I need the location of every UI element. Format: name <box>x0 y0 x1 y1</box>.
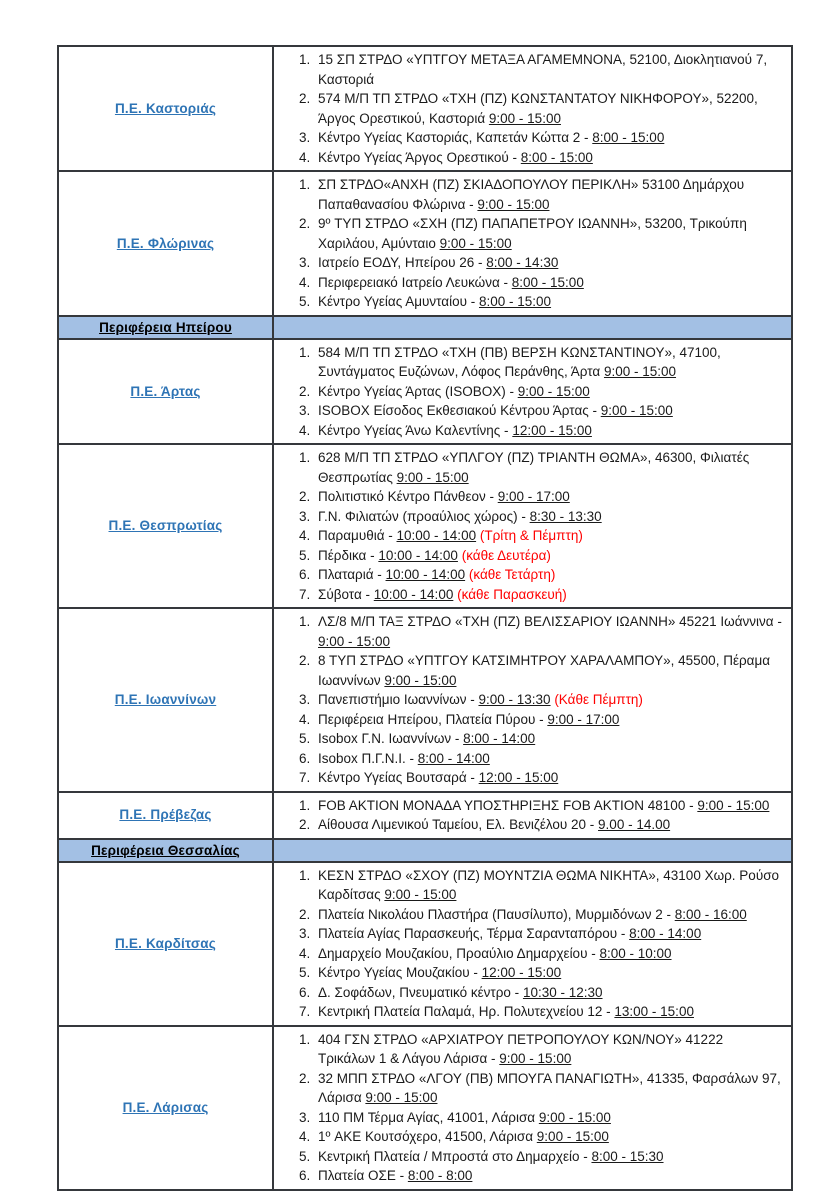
location-text: Κέντρο Υγείας Άργος Ορεστικού - <box>318 149 521 165</box>
location-text: Κέντρο Υγείας Βουτσαρά - <box>318 770 479 785</box>
location-text: 8 ΤΥΠ ΣΤΡΔΟ «ΥΠΤΓΟΥ ΚΑΤΣΙΜΗΤΡΟΥ ΧΑΡΑΛΑΜΠΟΥ», 45500, Πέραμα Ιωαννίνων <box>318 653 771 688</box>
location-item <box>314 612 783 651</box>
section-title: Περιφέρεια Ηπείρου <box>99 319 232 335</box>
location-item <box>314 905 783 925</box>
location-text: 32 ΜΠΠ ΣΤΡΔΟ «ΛΓΟΥ (ΠΒ) ΜΠΟΥΓΑ ΠΑΝΑΓΙΩΤΗ», 41335, Φαρσάλων 97, Λάρισα <box>318 1070 781 1105</box>
time-range: 9:00 - 15:00 <box>600 403 673 418</box>
time-range: 9:00 - 13:30 <box>478 692 551 707</box>
location-item <box>314 729 783 749</box>
time-range: 9:00 - 17:00 <box>497 489 570 504</box>
day-note: (κάθε Δευτέρα) <box>461 547 551 563</box>
region-row <box>58 46 792 171</box>
time-range: 8:00 - 14:00 <box>629 926 702 941</box>
location-text: Κέντρο Υγείας Καστοριάς, Καπετάν Κώττα 2 - <box>318 130 593 145</box>
day-note: (κάθε Τετάρτη) <box>468 567 556 582</box>
time-range: 9:00 - 15:00 <box>384 887 457 902</box>
region-label-cell <box>58 444 273 608</box>
section-row <box>58 316 792 339</box>
location-item <box>314 526 783 546</box>
location-item <box>314 1030 783 1069</box>
location-text: Γ.Ν. Φιλιατών (προαύλιος χώρος) - <box>318 508 530 524</box>
location-text: 15 ΣΠ ΣΤΡΔΟ «ΥΠΤΓΟΥ ΜΕΤΑΞΑ ΑΓΑΜΕΜΝΟΝΑ, 52100, Διοκλητιανού 7, Καστοριά <box>318 52 768 87</box>
section-row <box>58 839 792 862</box>
location-text: Κεντρική Πλατεία Παλαμά, Ηρ. Πολυτεχνείου 12 - <box>318 1004 615 1019</box>
locations-list <box>274 448 783 604</box>
location-item <box>314 546 783 566</box>
location-item <box>314 1002 783 1022</box>
time-range: 8:30 - 13:30 <box>529 508 602 524</box>
region-row <box>58 171 792 316</box>
location-item <box>314 866 783 905</box>
location-item <box>314 487 783 507</box>
time-range: 10:00 - 14:00 <box>385 567 466 582</box>
time-range: 8:00 - 15:00 <box>520 149 593 165</box>
time-range: 9:00 - 15:00 <box>488 110 561 126</box>
day-note: (κάθε Παρασκευή) <box>457 586 567 602</box>
time-range: 8:00 - 15:00 <box>479 294 552 309</box>
location-text: Κέντρο Υγείας Μουζακίου - <box>318 965 482 980</box>
time-range: 9:00 - 15:00 <box>439 235 512 251</box>
location-text: 110 ΠΜ Τέρμα Αγίας, 41001, Λάρισα <box>318 1109 539 1125</box>
time-range: 10:00 - 14:00 <box>373 586 454 602</box>
location-item <box>314 273 783 293</box>
region-label-cell <box>58 792 273 839</box>
time-range: 9:00 - 15:00 <box>318 633 391 649</box>
location-item <box>314 768 783 788</box>
region-label-cell <box>58 1026 273 1190</box>
time-range: 9:00 - 15:00 <box>477 196 550 212</box>
time-range: 9:00 - 15:00 <box>697 797 770 813</box>
location-text: ΚΕΣΝ ΣΤΡΔΟ «ΣΧΟΥ (ΠΖ) ΜΟΥΝΤΖΙΑ ΘΩΜΑ ΝΙΚΗΤΑ», 43100 Χωρ. Ρούσο Καρδίτσας <box>318 867 780 902</box>
location-item <box>314 963 783 983</box>
location-text: Isobox Π.Γ.Ν.Ι. - <box>318 750 418 766</box>
section-title: Περιφέρεια Θεσσαλίας <box>91 842 240 858</box>
region-link[interactable]: Π.Ε. Πρέβεζας <box>119 807 212 823</box>
location-item <box>314 253 783 273</box>
location-text: FOB AKTION ΜΟΝΑΔΑ ΥΠΟΣΤΗΡΙΞΗΣ FOB AKTION 48100 - <box>318 797 698 813</box>
location-text: Σύβοτα - <box>318 586 374 602</box>
location-text: ΛΣ/8 Μ/Π ΤΑΞ ΣΤΡΔΟ «ΤΧΗ (ΠΖ) ΒΕΛΙΣΣΑΡΙΟΥ ΙΩΑΝΝΗ» 45221 Ιωάννινα - <box>318 614 782 629</box>
location-item <box>314 796 783 816</box>
section-header-cell <box>58 316 273 339</box>
time-range: 8:00 - 14:30 <box>486 255 559 270</box>
time-range: 9.00 - 14.00 <box>598 817 671 832</box>
time-range: 9:00 - 17:00 <box>547 711 620 727</box>
locations-cell <box>273 444 792 608</box>
location-item <box>314 1108 783 1128</box>
section-header-empty-cell <box>273 839 792 862</box>
location-item <box>314 448 783 487</box>
region-link[interactable]: Π.Ε. Καστοριάς <box>114 100 217 116</box>
location-text: 404 ΓΣΝ ΣΤΡΔΟ «ΑΡΧΙΑΤΡΟΥ ΠΕΤΡΟΠΟΥΛΟΥ ΚΩΝ/ΝΟΥ» 41222 Τρικάλων 1 & Λάγου Λάρισα - <box>318 1031 724 1066</box>
section-header-empty-cell <box>273 316 792 339</box>
location-text: Πλατεία ΟΣΕ - <box>318 1168 408 1183</box>
locations-list <box>274 50 783 167</box>
location-item <box>314 565 783 585</box>
locations-list <box>274 1030 783 1186</box>
region-link[interactable]: Π.Ε. Φλώρινας <box>116 235 215 251</box>
location-item <box>314 749 783 769</box>
region-row <box>58 1026 792 1190</box>
time-range: 8:00 - 15:30 <box>591 1148 664 1164</box>
location-item <box>314 292 783 312</box>
time-range: 8:00 - 8:00 <box>407 1168 473 1183</box>
location-text: 1º ΑΚΕ Κουτσόχερο, 41500, Λάρισα <box>318 1129 537 1144</box>
locations-list <box>274 866 783 1022</box>
location-text: ΣΠ ΣΤΡΔΟ«ΑΝΧΗ (ΠΖ) ΣΚΙΑΔΟΠΟΥΛΟΥ ΠΕΡΙΚΛΗ» 53100 Δημάρχου Παπαθανασίου Φλώρινα - <box>318 177 745 212</box>
location-item <box>314 89 783 128</box>
locations-cell <box>273 1026 792 1190</box>
location-text: 9º ΤΥΠ ΣΤΡΔΟ «ΣΧΗ (ΠΖ) ΠΑΠΑΠΕΤΡΟΥ ΙΩΑΝΝΗ», 53200, Τρικούπη Χαριλάου, Αμύνταιο <box>318 216 747 251</box>
testing-sites-table <box>57 45 793 1191</box>
time-range: 9:00 - 15:00 <box>536 1129 609 1144</box>
document-page <box>57 45 793 1191</box>
location-text: Κέντρο Υγείας Άρτας (ISOBOX) - <box>318 383 518 399</box>
location-text: Περιφερειακό Ιατρείο Λευκώνα - <box>318 274 512 290</box>
location-text: Πολιτιστικό Κέντρο Πάνθεον - <box>318 489 498 504</box>
region-link[interactable]: Π.Ε. Λάρισας <box>122 1099 209 1115</box>
locations-cell <box>273 792 792 839</box>
location-item <box>314 690 783 710</box>
location-item <box>314 924 783 944</box>
locations-cell <box>273 339 792 445</box>
region-label-cell <box>58 608 273 792</box>
location-item <box>314 401 783 421</box>
location-text: Πλατεία Αγίας Παρασκευής, Τέρμα Σαρανταπόρου - <box>318 926 630 941</box>
region-label-cell <box>58 339 273 445</box>
time-range: 8:00 - 14:00 <box>417 750 490 766</box>
location-item <box>314 50 783 89</box>
location-item <box>314 651 783 690</box>
location-text: Παραμυθιά - <box>318 528 397 543</box>
region-row <box>58 444 792 608</box>
locations-cell <box>273 862 792 1026</box>
time-range: 9:00 - 15:00 <box>499 1051 572 1066</box>
region-row <box>58 608 792 792</box>
time-range: 8:00 - 15:00 <box>592 130 665 145</box>
time-range: 9:00 - 15:00 <box>603 364 677 379</box>
location-text: Κεντρική Πλατεία / Μπροστά στο Δημαρχείο - <box>318 1148 592 1164</box>
location-item <box>314 944 783 964</box>
region-link[interactable]: Π.Ε. Άρτας <box>130 383 201 399</box>
location-text: 628 Μ/Π ΤΠ ΣΤΡΔΟ «ΥΠΛΓΟΥ (ΠΖ) ΤΡΙΑΝΤΗ ΘΩΜΑ», 46300, Φιλιατές Θεσπρωτίας <box>318 450 750 485</box>
location-item <box>314 507 783 527</box>
time-range: 9:00 - 15:00 <box>396 469 469 485</box>
locations-list <box>274 343 783 441</box>
region-row <box>58 862 792 1026</box>
region-label-cell <box>58 171 273 316</box>
location-item <box>314 1166 783 1186</box>
locations-list <box>274 612 783 788</box>
time-range: 8:00 - 15:00 <box>511 274 584 290</box>
time-range: 12:00 - 15:00 <box>478 770 559 785</box>
location-text: Ιατρείο ΕΟΔΥ, Ηπείρου 26 - <box>318 255 487 270</box>
time-range: 9:00 - 15:00 <box>365 1090 438 1105</box>
location-item <box>314 382 783 402</box>
locations-cell <box>273 608 792 792</box>
time-range: 12:00 - 15:00 <box>481 965 562 980</box>
location-item <box>314 1127 783 1147</box>
location-text: Περιφέρεια Ηπείρου, Πλατεία Πύρου - <box>318 711 548 727</box>
location-text: Αίθουσα Λιμενικού Ταμείου, Ελ. Βενιζέλου 20 - <box>318 817 599 832</box>
time-range: 8:00 - 10:00 <box>599 945 672 961</box>
time-range: 9:00 - 15:00 <box>384 672 457 688</box>
locations-list <box>274 175 783 312</box>
region-link[interactable]: Π.Ε. Καρδίτσας <box>114 935 217 951</box>
day-note: (Κάθε Πέμπτη) <box>554 692 643 707</box>
location-item <box>314 585 783 605</box>
location-item <box>314 1069 783 1108</box>
time-range: 8:00 - 14:00 <box>463 731 536 746</box>
location-item <box>314 710 783 730</box>
location-item <box>314 175 783 214</box>
region-label-cell <box>58 46 273 171</box>
location-text: Πέρδικα - <box>318 547 379 563</box>
time-range: 13:00 - 15:00 <box>614 1004 694 1019</box>
location-text: Πλαταριά - <box>318 567 386 582</box>
location-item <box>314 421 783 441</box>
location-text: Πανεπιστήμιο Ιωαννίνων - <box>318 692 479 707</box>
location-text: Δημαρχείο Μουζακίου, Προαύλιο Δημαρχείου - <box>318 945 600 961</box>
locations-cell <box>273 46 792 171</box>
location-text: Κέντρο Υγείας Άνω Καλεντίνης - <box>318 422 513 438</box>
location-item <box>314 148 783 168</box>
location-text: 584 Μ/Π ΤΠ ΣΤΡΔΟ «ΤΧΗ (ΠΒ) ΒΕΡΣΗ ΚΩΝΣΤΑΝΤΙΝΟΥ», 47100, Συντάγματος Ευζώνων, Λόφος Περάνθης, Άρτα <box>318 344 721 379</box>
location-text: ISOBOX Είσοδος Εκθεσιακού Κέντρου Άρτας - <box>318 403 601 418</box>
time-range: 9:00 - 15:00 <box>517 383 590 399</box>
time-range: 9:00 - 15:00 <box>538 1109 611 1125</box>
day-note: (Τρίτη & Πέμπτη) <box>479 528 583 543</box>
region-label-cell <box>58 862 273 1026</box>
region-row <box>58 339 792 445</box>
time-range: 10:00 - 14:00 <box>378 547 458 563</box>
time-range: 10:00 - 14:00 <box>396 528 477 543</box>
location-item <box>314 1147 783 1167</box>
location-item <box>314 815 783 835</box>
location-text: Δ. Σοφάδων, Πνευματικό κέντρο - <box>318 984 523 1000</box>
time-range: 12:00 - 15:00 <box>512 422 592 438</box>
locations-list <box>274 796 783 835</box>
location-item <box>314 983 783 1003</box>
region-link[interactable]: Π.Ε. Ιωαννίνων <box>114 692 217 707</box>
location-item <box>314 128 783 148</box>
time-range: 8:00 - 16:00 <box>674 906 747 922</box>
location-item <box>314 343 783 382</box>
location-item <box>314 214 783 253</box>
section-header-cell <box>58 839 273 862</box>
locations-cell <box>273 171 792 316</box>
location-text: 574 Μ/Π ΤΠ ΣΤΡΔΟ «ΤΧΗ (ΠΖ) ΚΩΝΣΤΑΝΤΑΤΟΥ ΝΙΚΗΦΟΡΟΥ», 52200, Άργος Ορεστικού, Καστοριά <box>318 91 758 126</box>
region-link[interactable]: Π.Ε. Θεσπρωτίας <box>108 518 223 534</box>
region-row <box>58 792 792 839</box>
location-text: Isobox Γ.Ν. Ιωαννίνων - <box>318 731 464 746</box>
location-text: Κέντρο Υγείας Αμυνταίου - <box>318 294 479 309</box>
time-range: 10:30 - 12:30 <box>522 984 603 1000</box>
location-text: Πλατεία Νικολάου Πλαστήρα (Παυσίλυπο), Μυρμιδόνων 2 - <box>318 906 675 922</box>
